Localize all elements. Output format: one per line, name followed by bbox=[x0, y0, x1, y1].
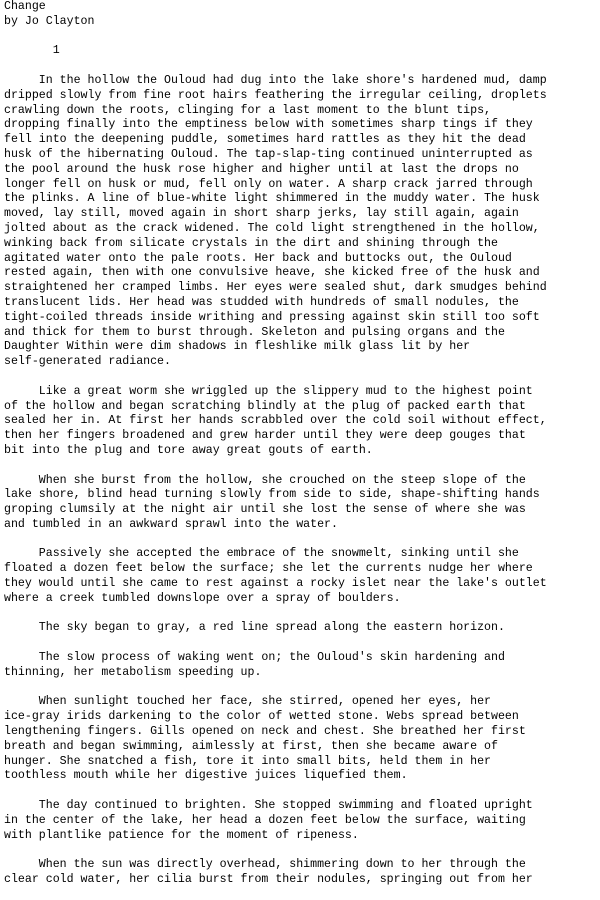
text-line: groping clumsily at the night air until she lost the sense of where she was bbox=[4, 503, 526, 517]
text-line: jolted about as the crack widened. The cold light strengthened in the hollow, bbox=[4, 221, 540, 235]
text-line: they would until she came to rest against a rocky islet near the lake's outlet bbox=[4, 577, 547, 591]
chapter-indent bbox=[4, 44, 53, 57]
blank-line bbox=[4, 30, 596, 45]
text-line bbox=[4, 681, 596, 696]
text-line: When sunlight touched her face, she stirred, opened her eyes, her bbox=[4, 695, 492, 709]
text-line: straightened her cramped limbs. Her eyes were sealed shut, dark smudges behind bbox=[4, 281, 547, 295]
text-line: lake shore, blind head turning slowly from side to side, shape-shifting hands bbox=[4, 488, 540, 502]
body-text bbox=[4, 59, 596, 888]
text-line: dripped slowly from fine root hairs feathering the irregular ceiling, droplets bbox=[4, 88, 547, 102]
text-line: winking back from silicate crystals in the dirt and shining through the bbox=[4, 236, 498, 250]
text-line: clear cold water, her cilia burst from their nodules, springing out from her bbox=[4, 873, 533, 887]
text-line bbox=[4, 843, 596, 858]
text-line: bit into the plug and tore away great gouts of earth. bbox=[4, 443, 373, 457]
text-line: fell into the deepening puddle, sometimes hard rattles as they hit the dead bbox=[4, 133, 526, 147]
text-line: The day continued to brighten. She stopped swimming and floated upright bbox=[4, 799, 533, 813]
document-title: Change bbox=[4, 0, 46, 13]
text-line: lengthening fingers. Gills opened on neck and chest. She breathed her first bbox=[4, 725, 526, 739]
text-line: and thick for them to burst through. Skeleton and pulsing organs and the bbox=[4, 325, 505, 339]
text-line: Daughter Within were dim shadows in fleshlike milk glass lit by her bbox=[4, 340, 471, 354]
text-line: then her fingers broadened and grew harder until they were deep gouges that bbox=[4, 429, 526, 443]
text-line: thinning, her metabolism speeding up. bbox=[4, 665, 262, 679]
text-line: The sky began to gray, a red line spread along the eastern horizon. bbox=[4, 621, 505, 635]
text-line: The slow process of waking went on; the Ouloud's skin hardening and bbox=[4, 651, 505, 665]
document-byline: by Jo Clayton bbox=[4, 14, 95, 28]
document-page bbox=[4, 0, 596, 900]
text-line: longer fell on husk or mud, fell only on water. A sharp crack jarred through bbox=[4, 177, 533, 191]
text-line: husk of the hibernating Ouloud. The tap-slap-ting continued uninterrupted as bbox=[4, 147, 533, 161]
text-line: When the sun was directly overhead, shimmering down to her through the bbox=[4, 858, 526, 872]
text-line: hunger. She snatched a fish, tore it into small bits, held them in her bbox=[4, 754, 492, 768]
text-line bbox=[4, 607, 596, 622]
text-line: and tumbled in an awkward sprawl into the water. bbox=[4, 517, 338, 531]
text-line: Like a great worm she wriggled up the slippery mud to the highest point bbox=[4, 384, 533, 398]
text-line bbox=[4, 636, 596, 651]
text-line: When she burst from the hollow, she crouched on the steep slope of the bbox=[4, 473, 526, 487]
text-line: In the hollow the Ouloud had dug into the lake shore's hardened mud, damp bbox=[4, 73, 547, 87]
text-line: self-generated radiance. bbox=[4, 355, 171, 369]
text-line: where a creek tumbled downslope over a spray of boulders. bbox=[4, 591, 401, 605]
text-line: moved, lay still, moved again in short sharp jerks, lay still again, again bbox=[4, 207, 519, 221]
text-line: dropping finally into the emptiness below with sometimes sharp tings if they bbox=[4, 118, 533, 132]
text-line bbox=[4, 784, 596, 799]
text-line: floated a dozen feet below the surface; she let the currents nudge her where bbox=[4, 562, 533, 576]
text-line: in the center of the lake, her head a dozen feet below the surface, waiting bbox=[4, 813, 526, 827]
text-line: breath and began swimming, aimlessly at first, then she became aware of bbox=[4, 739, 498, 753]
text-line: sealed her in. At first her hands scrabbled over the cold soil without effect, bbox=[4, 414, 547, 428]
text-line: toothless mouth while her digestive juices liquefied them. bbox=[4, 769, 408, 783]
text-line: of the hollow and began scratching blindly at the plug of packed earth that bbox=[4, 399, 526, 413]
text-line: rested again, then with one convulsive heave, she kicked free of the husk and bbox=[4, 266, 540, 280]
chapter-number-text: 1 bbox=[52, 44, 60, 58]
text-line: tight-coiled threads inside writhing and pressing against skin still too soft bbox=[4, 310, 540, 324]
text-line: ice-gray irids darkening to the color of wetted stone. Webs spread between bbox=[4, 710, 519, 724]
text-line: crawling down the roots, clinging for a last moment to the blunt tips, bbox=[4, 103, 492, 117]
text-line bbox=[4, 459, 596, 474]
text-line bbox=[4, 59, 596, 74]
text-line: the pool around the husk rose higher and higher until at last the drops no bbox=[4, 162, 519, 176]
text-line: Passively she accepted the embrace of the snowmelt, sinking until she bbox=[4, 547, 519, 561]
chapter-number bbox=[4, 44, 596, 59]
text-line bbox=[4, 370, 596, 385]
text-line: the plinks. A line of blue-white light shimmered in the muddy water. The husk bbox=[4, 192, 540, 206]
text-line bbox=[4, 533, 596, 548]
text-line: with plantlike patience for the moment of ripeness. bbox=[4, 828, 359, 842]
text-line: agitated water onto the pale roots. Her back and buttocks out, the Ouloud bbox=[4, 251, 512, 265]
text-line: translucent lids. Her head was studded with hundreds of small nodules, the bbox=[4, 295, 519, 309]
